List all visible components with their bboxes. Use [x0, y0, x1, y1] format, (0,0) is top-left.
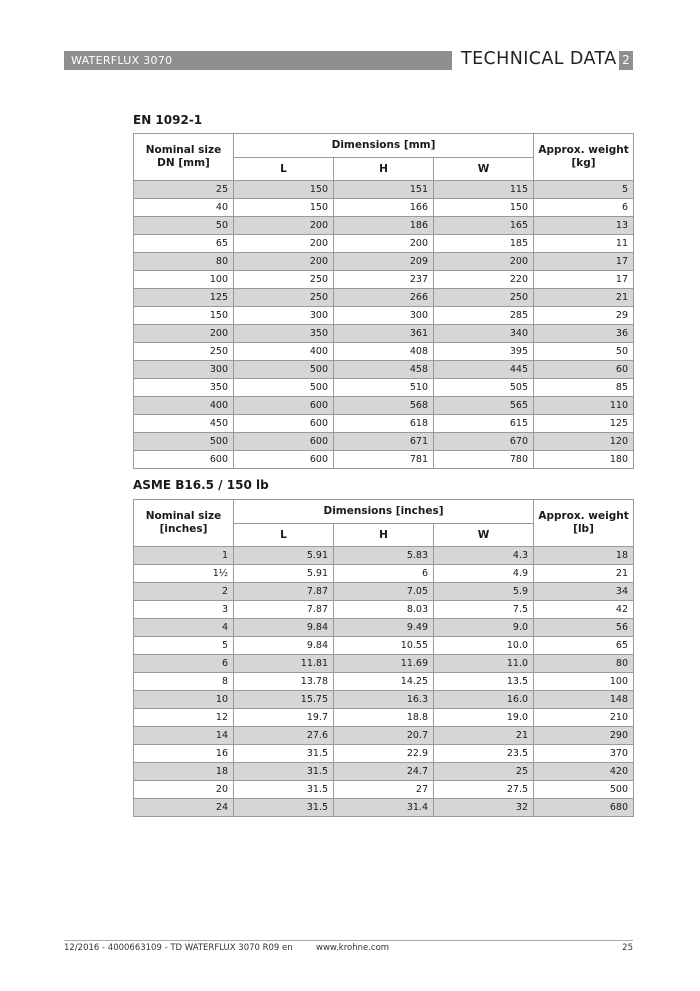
nominal-size-cell: 500 — [134, 433, 234, 451]
weight-cell: 180 — [534, 451, 634, 469]
nominal-size-cell: 125 — [134, 289, 234, 307]
nominal-size-cell: 4 — [134, 619, 234, 637]
table-row — [134, 397, 634, 415]
asme-dimensions-table — [133, 499, 634, 817]
w-cell: 165 — [434, 217, 534, 235]
w-cell: 395 — [434, 343, 534, 361]
table-row — [134, 199, 634, 217]
h-cell: 9.49 — [334, 619, 434, 637]
weight-cell: 100 — [534, 673, 634, 691]
nominal-size-cell: 450 — [134, 415, 234, 433]
weight-cell: 13 — [534, 217, 634, 235]
l-cell: 5.91 — [234, 565, 334, 583]
header-weight: Approx. weight [lb] — [534, 500, 634, 547]
table-row — [134, 727, 634, 745]
nominal-size-cell: 18 — [134, 763, 234, 781]
l-cell: 500 — [234, 379, 334, 397]
nominal-size-cell: 14 — [134, 727, 234, 745]
l-cell: 600 — [234, 433, 334, 451]
l-cell: 250 — [234, 289, 334, 307]
header-dimensions: Dimensions [mm] — [234, 134, 534, 158]
w-cell: 445 — [434, 361, 534, 379]
weight-cell: 6 — [534, 199, 634, 217]
h-cell: 18.8 — [334, 709, 434, 727]
weight-cell: 17 — [534, 253, 634, 271]
w-cell: 250 — [434, 289, 534, 307]
weight-cell: 18 — [534, 547, 634, 565]
h-cell: 300 — [334, 307, 434, 325]
en-table-body — [134, 181, 634, 469]
h-cell: 568 — [334, 397, 434, 415]
table-row — [134, 691, 634, 709]
weight-cell: 17 — [534, 271, 634, 289]
table-row — [134, 565, 634, 583]
chapter-number: 2 — [619, 51, 633, 70]
w-cell: 5.9 — [434, 583, 534, 601]
h-cell: 266 — [334, 289, 434, 307]
table-row — [134, 619, 634, 637]
table-row — [134, 235, 634, 253]
w-cell: 670 — [434, 433, 534, 451]
weight-cell: 500 — [534, 781, 634, 799]
weight-cell: 21 — [534, 289, 634, 307]
nominal-size-cell: 50 — [134, 217, 234, 235]
table-row — [134, 307, 634, 325]
w-cell: 9.0 — [434, 619, 534, 637]
h-cell: 22.9 — [334, 745, 434, 763]
l-cell: 250 — [234, 271, 334, 289]
h-cell: 11.69 — [334, 655, 434, 673]
w-cell: 780 — [434, 451, 534, 469]
l-cell: 5.91 — [234, 547, 334, 565]
page-footer — [64, 940, 633, 961]
h-cell: 510 — [334, 379, 434, 397]
l-cell: 7.87 — [234, 601, 334, 619]
w-cell: 220 — [434, 271, 534, 289]
header-nominal-size: Nominal size DN [mm] — [134, 134, 234, 181]
nominal-size-cell: 12 — [134, 709, 234, 727]
weight-cell: 110 — [534, 397, 634, 415]
h-cell: 361 — [334, 325, 434, 343]
weight-cell: 5 — [534, 181, 634, 199]
l-cell: 31.5 — [234, 781, 334, 799]
nominal-size-cell: 5 — [134, 637, 234, 655]
h-cell: 20.7 — [334, 727, 434, 745]
weight-cell: 65 — [534, 637, 634, 655]
w-cell: 565 — [434, 397, 534, 415]
weight-cell: 125 — [534, 415, 634, 433]
header-h: H — [334, 158, 434, 181]
page-header — [64, 51, 633, 70]
h-cell: 209 — [334, 253, 434, 271]
nominal-size-cell: 100 — [134, 271, 234, 289]
h-cell: 186 — [334, 217, 434, 235]
header-weight: Approx. weight [kg] — [534, 134, 634, 181]
w-cell: 25 — [434, 763, 534, 781]
table-row — [134, 379, 634, 397]
table-row — [134, 745, 634, 763]
table-row — [134, 673, 634, 691]
table-row — [134, 655, 634, 673]
l-cell: 9.84 — [234, 637, 334, 655]
nominal-size-cell: 600 — [134, 451, 234, 469]
w-cell: 505 — [434, 379, 534, 397]
l-cell: 400 — [234, 343, 334, 361]
nominal-size-cell: 350 — [134, 379, 234, 397]
table-row — [134, 343, 634, 361]
weight-cell: 34 — [534, 583, 634, 601]
l-cell: 500 — [234, 361, 334, 379]
h-cell: 408 — [334, 343, 434, 361]
nominal-size-cell: 150 — [134, 307, 234, 325]
w-cell: 340 — [434, 325, 534, 343]
header-dimensions: Dimensions [inches] — [234, 500, 534, 524]
weight-cell: 36 — [534, 325, 634, 343]
l-cell: 11.81 — [234, 655, 334, 673]
weight-cell: 29 — [534, 307, 634, 325]
l-cell: 15.75 — [234, 691, 334, 709]
l-cell: 31.5 — [234, 763, 334, 781]
nominal-size-cell: 2 — [134, 583, 234, 601]
l-cell: 13.78 — [234, 673, 334, 691]
h-cell: 31.4 — [334, 799, 434, 817]
w-cell: 115 — [434, 181, 534, 199]
w-cell: 7.5 — [434, 601, 534, 619]
h-cell: 237 — [334, 271, 434, 289]
l-cell: 600 — [234, 415, 334, 433]
nominal-size-cell: 300 — [134, 361, 234, 379]
nominal-size-cell: 24 — [134, 799, 234, 817]
h-cell: 14.25 — [334, 673, 434, 691]
table-row — [134, 361, 634, 379]
header-w: W — [434, 524, 534, 547]
h-cell: 200 — [334, 235, 434, 253]
nominal-size-cell: 250 — [134, 343, 234, 361]
table-row — [134, 289, 634, 307]
w-cell: 285 — [434, 307, 534, 325]
w-cell: 10.0 — [434, 637, 534, 655]
w-cell: 21 — [434, 727, 534, 745]
header-nominal-size: Nominal size [inches] — [134, 500, 234, 547]
h-cell: 6 — [334, 565, 434, 583]
h-cell: 458 — [334, 361, 434, 379]
l-cell: 150 — [234, 181, 334, 199]
nominal-size-cell: 200 — [134, 325, 234, 343]
l-cell: 9.84 — [234, 619, 334, 637]
table-row — [134, 781, 634, 799]
h-cell: 671 — [334, 433, 434, 451]
w-cell: 13.5 — [434, 673, 534, 691]
w-cell: 27.5 — [434, 781, 534, 799]
page-number: 25 — [622, 943, 633, 953]
w-cell: 11.0 — [434, 655, 534, 673]
w-cell: 200 — [434, 253, 534, 271]
weight-cell: 680 — [534, 799, 634, 817]
table-row — [134, 433, 634, 451]
table-row — [134, 181, 634, 199]
l-cell: 200 — [234, 253, 334, 271]
h-cell: 151 — [334, 181, 434, 199]
header-w: W — [434, 158, 534, 181]
nominal-size-cell: 1½ — [134, 565, 234, 583]
l-cell: 600 — [234, 451, 334, 469]
nominal-size-cell: 1 — [134, 547, 234, 565]
nominal-size-cell: 8 — [134, 673, 234, 691]
product-name: WATERFLUX 3070 — [64, 51, 452, 70]
l-cell: 350 — [234, 325, 334, 343]
w-cell: 23.5 — [434, 745, 534, 763]
table-row — [134, 415, 634, 433]
l-cell: 27.6 — [234, 727, 334, 745]
weight-cell: 370 — [534, 745, 634, 763]
h-cell: 10.55 — [334, 637, 434, 655]
weight-cell: 85 — [534, 379, 634, 397]
chapter-title: TECHNICAL DATA — [461, 49, 617, 69]
w-cell: 4.9 — [434, 565, 534, 583]
weight-cell: 42 — [534, 601, 634, 619]
nominal-size-cell: 65 — [134, 235, 234, 253]
table-row — [134, 799, 634, 817]
weight-cell: 21 — [534, 565, 634, 583]
weight-cell: 50 — [534, 343, 634, 361]
nominal-size-cell: 40 — [134, 199, 234, 217]
l-cell: 19.7 — [234, 709, 334, 727]
l-cell: 7.87 — [234, 583, 334, 601]
nominal-size-cell: 3 — [134, 601, 234, 619]
asme-table-body — [134, 547, 634, 817]
h-cell: 7.05 — [334, 583, 434, 601]
weight-cell: 60 — [534, 361, 634, 379]
l-cell: 200 — [234, 235, 334, 253]
h-cell: 618 — [334, 415, 434, 433]
nominal-size-cell: 6 — [134, 655, 234, 673]
h-cell: 781 — [334, 451, 434, 469]
nominal-size-cell: 10 — [134, 691, 234, 709]
table-row — [134, 763, 634, 781]
w-cell: 32 — [434, 799, 534, 817]
weight-cell: 290 — [534, 727, 634, 745]
website-url: www.krohne.com — [316, 943, 390, 953]
w-cell: 19.0 — [434, 709, 534, 727]
l-cell: 200 — [234, 217, 334, 235]
l-cell: 300 — [234, 307, 334, 325]
weight-cell: 56 — [534, 619, 634, 637]
weight-cell: 210 — [534, 709, 634, 727]
en-section-title: EN 1092-1 — [133, 113, 203, 127]
h-cell: 8.03 — [334, 601, 434, 619]
nominal-size-cell: 20 — [134, 781, 234, 799]
asme-section-title: ASME B16.5 / 150 lb — [133, 478, 269, 492]
header-h: H — [334, 524, 434, 547]
h-cell: 5.83 — [334, 547, 434, 565]
l-cell: 150 — [234, 199, 334, 217]
header-l: L — [234, 524, 334, 547]
header-l: L — [234, 158, 334, 181]
table-row — [134, 601, 634, 619]
nominal-size-cell: 400 — [134, 397, 234, 415]
table-row — [134, 583, 634, 601]
weight-cell: 11 — [534, 235, 634, 253]
document-id: 12/2016 - 4000663109 - TD WATERFLUX 3070 R09 en — [64, 943, 293, 953]
weight-cell: 420 — [534, 763, 634, 781]
table-row — [134, 271, 634, 289]
table-row — [134, 253, 634, 271]
h-cell: 16.3 — [334, 691, 434, 709]
l-cell: 600 — [234, 397, 334, 415]
table-row — [134, 637, 634, 655]
weight-cell: 80 — [534, 655, 634, 673]
h-cell: 166 — [334, 199, 434, 217]
weight-cell: 148 — [534, 691, 634, 709]
table-row — [134, 325, 634, 343]
table-row — [134, 217, 634, 235]
h-cell: 24.7 — [334, 763, 434, 781]
l-cell: 31.5 — [234, 745, 334, 763]
w-cell: 615 — [434, 415, 534, 433]
h-cell: 27 — [334, 781, 434, 799]
table-row — [134, 709, 634, 727]
table-row — [134, 451, 634, 469]
l-cell: 31.5 — [234, 799, 334, 817]
nominal-size-cell: 25 — [134, 181, 234, 199]
nominal-size-cell: 80 — [134, 253, 234, 271]
w-cell: 150 — [434, 199, 534, 217]
table-row — [134, 547, 634, 565]
nominal-size-cell: 16 — [134, 745, 234, 763]
weight-cell: 120 — [534, 433, 634, 451]
w-cell: 4.3 — [434, 547, 534, 565]
w-cell: 16.0 — [434, 691, 534, 709]
en-dimensions-table — [133, 133, 634, 469]
w-cell: 185 — [434, 235, 534, 253]
